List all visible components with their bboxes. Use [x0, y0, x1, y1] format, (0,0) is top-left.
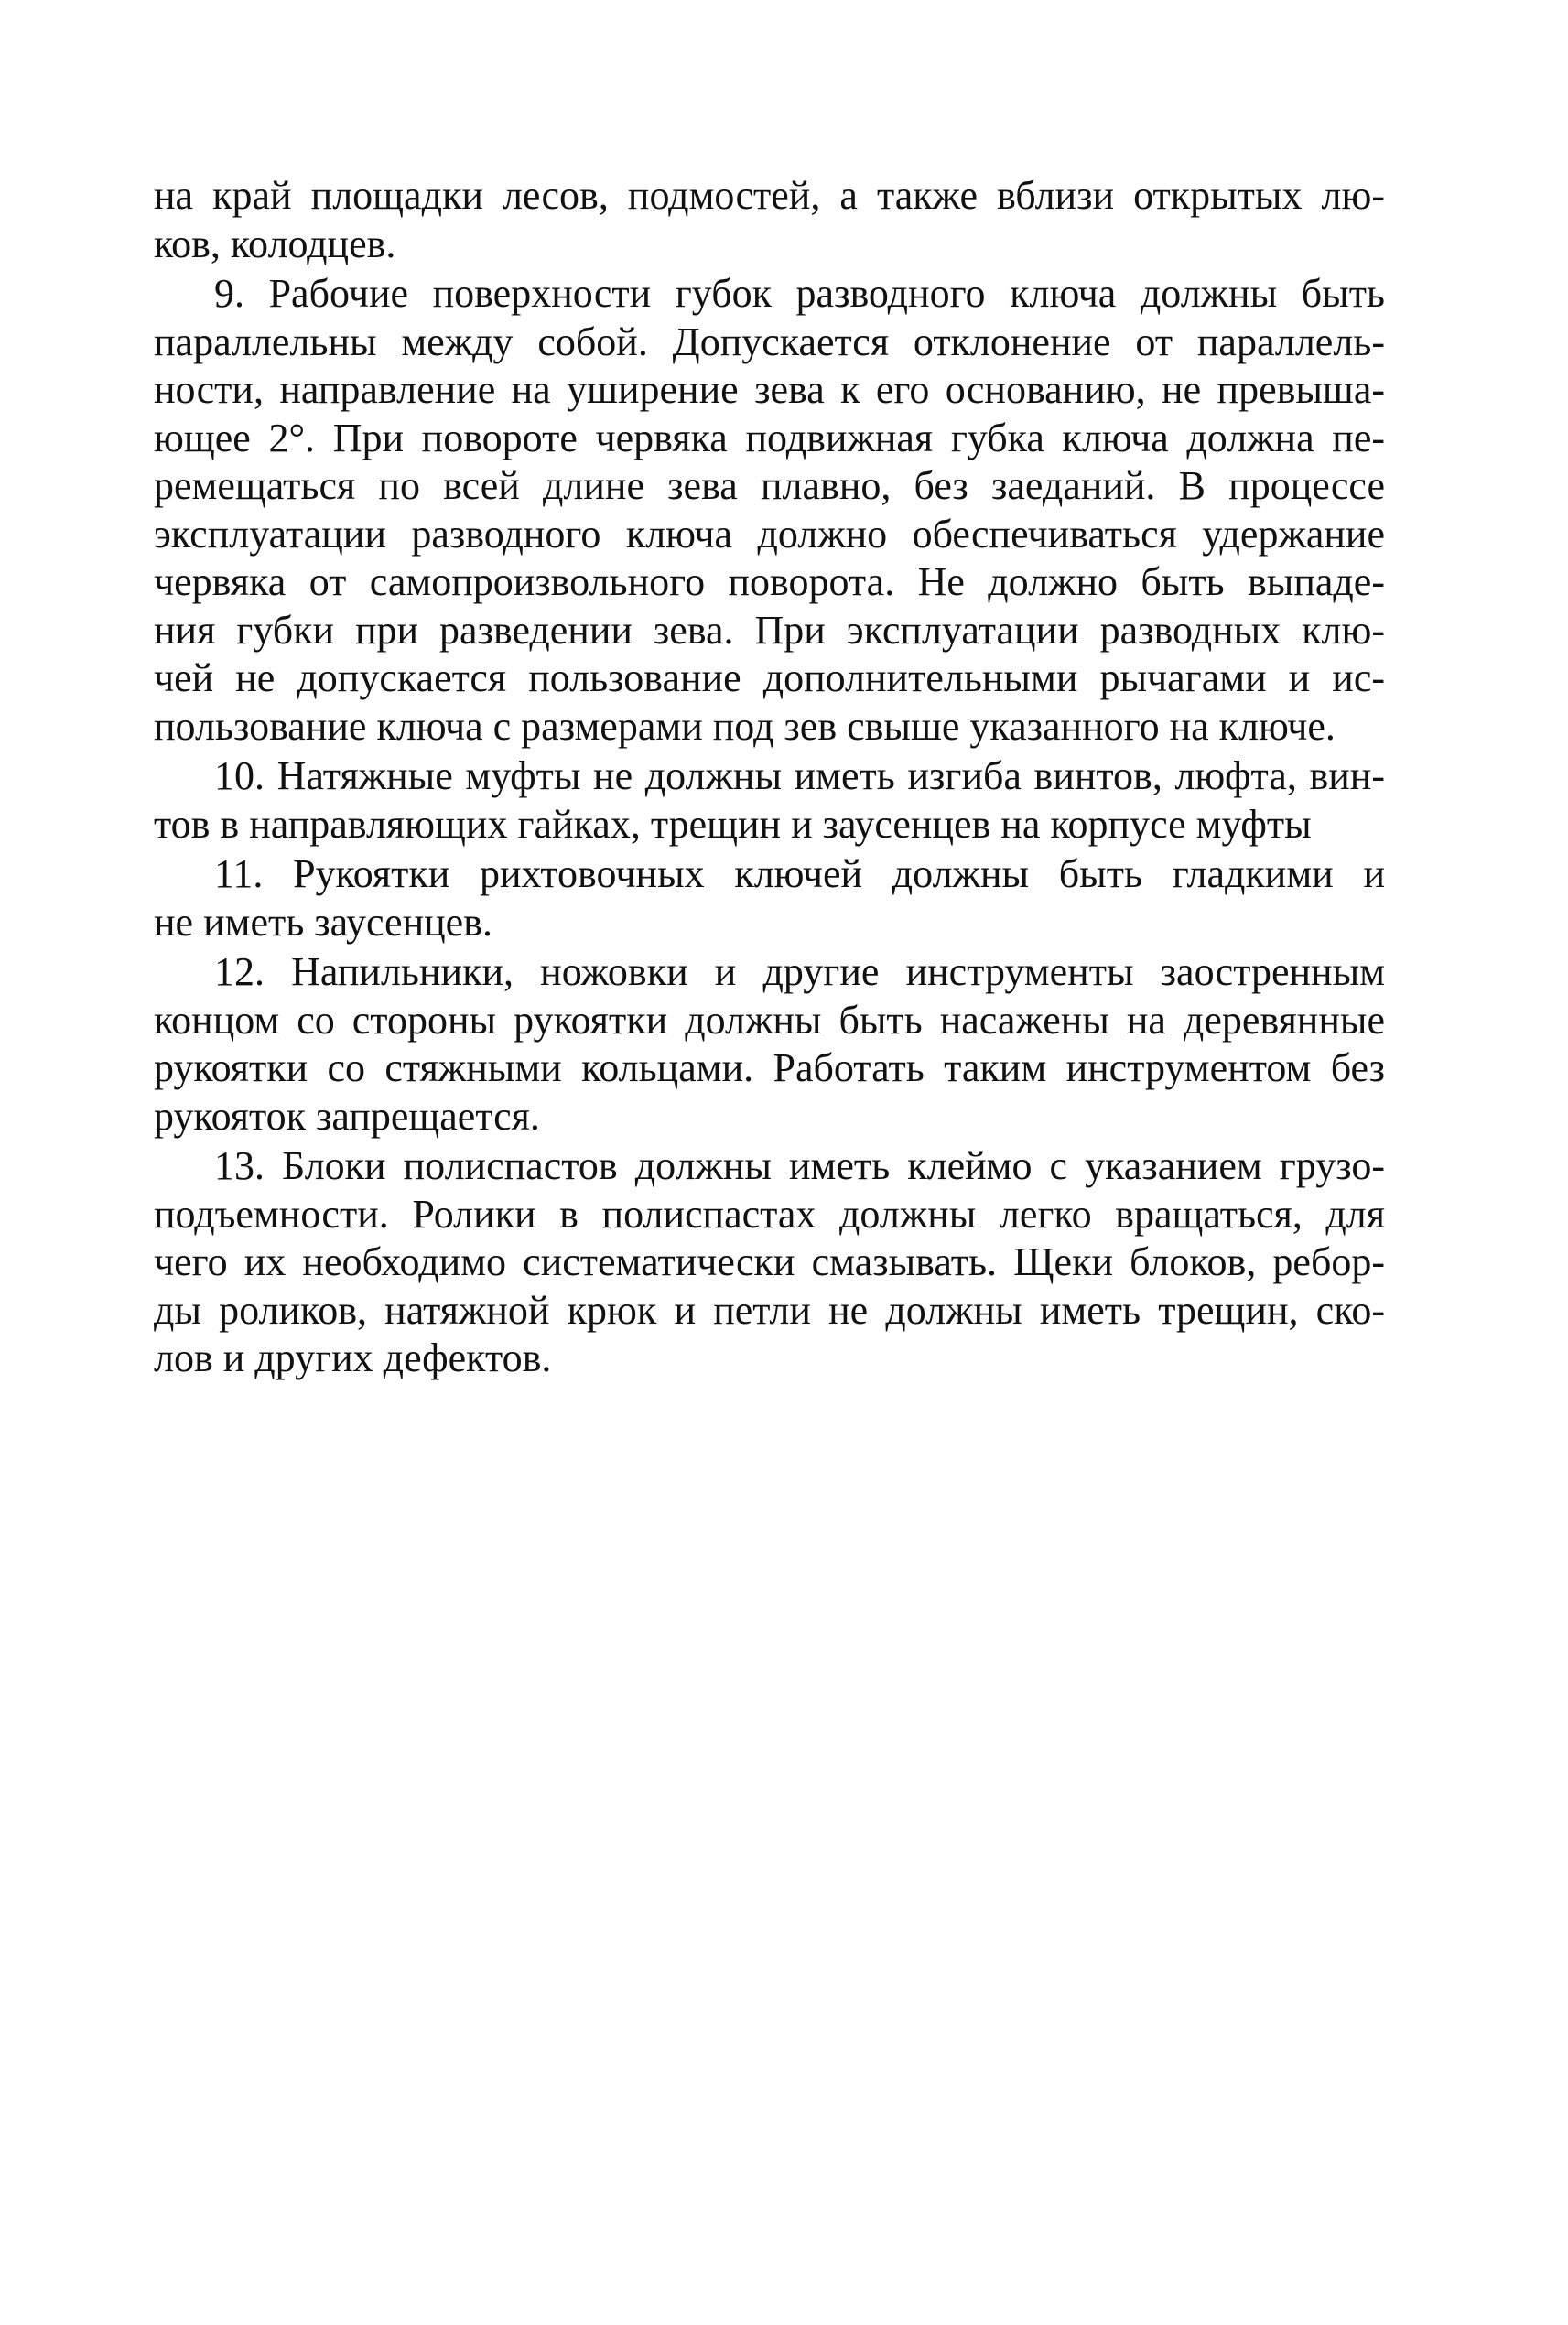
text-line: 10. Натяжные муфты не должны иметь изгиба винтов, люфта, вин-	[214, 753, 1385, 798]
text-line: ния губки при разведении зева. При эксплуатации разводных клю-	[154, 607, 1385, 653]
paragraph-item-12	[154, 948, 1385, 1141]
paragraph-item-9	[154, 270, 1385, 751]
text-line: лов и других дефектов.	[154, 1336, 552, 1380]
paragraph-item-13	[154, 1142, 1385, 1383]
text-line: концом со стороны рукоятки должны быть насажены на деревянные	[154, 997, 1385, 1043]
text-line: на край площадки лесов, подмостей, а также вблизи открытых лю-	[154, 173, 1385, 218]
text-line: ремещаться по всей длине зева плавно, без заеданий. В процессе	[154, 463, 1385, 508]
text-line: чего их необходимо систематически смазывать. Щеки блоков, ребор-	[154, 1239, 1385, 1284]
paragraph-item-10	[154, 752, 1385, 849]
text-line: 9. Рабочие поверхности губок разводного ключа должны быть	[214, 271, 1385, 316]
paragraph-item-11	[154, 850, 1385, 946]
text-line: ков, колодцев.	[154, 221, 396, 266]
text-line: ющее 2°. При повороте червяка подвижная губка ключа должна пе-	[154, 415, 1385, 460]
text-line: подъемности. Ролики в полиспастах должны легко вращаться, для	[154, 1191, 1385, 1237]
text-line: рукоятки со стяжными кольцами. Работать таким инструментом без	[154, 1045, 1385, 1090]
paragraph-continuation	[154, 172, 1385, 268]
text-line: эксплуатации разводного ключа должно обеспечиваться удержание	[154, 511, 1385, 557]
text-line: рукояток запрещается.	[154, 1093, 540, 1139]
text-line: 13. Блоки полиспастов должны иметь клеймо с указанием грузо-	[214, 1143, 1385, 1188]
text-line: ности, направление на уширение зева к его основанию, не превыша-	[154, 367, 1385, 412]
text-line: червяка от самопроизвольного поворота. Не должно быть выпаде-	[154, 559, 1385, 604]
text-line: не иметь заусенцев.	[154, 899, 492, 945]
text-line: ды роликов, натяжной крюк и петли не должны иметь трещин, ско-	[154, 1287, 1385, 1333]
text-line: 11. Рукоятки рихтовочных ключей должны быть гладкими и	[214, 851, 1385, 896]
body-text	[154, 172, 1385, 1385]
text-line: тов в направляющих гайках, трещин и заусенцев на корпусе муфты	[154, 801, 1312, 847]
text-line: чей не допускается пользование дополнительными рычагами и ис-	[154, 655, 1385, 700]
text-line: параллельны между собой. Допускается отклонение от параллель-	[154, 319, 1385, 364]
text-line: 12. Напильники, ножовки и другие инструменты заостренным	[214, 949, 1385, 994]
text-line: пользование ключа с размерами под зев свыше указанного на ключе.	[154, 703, 1336, 749]
